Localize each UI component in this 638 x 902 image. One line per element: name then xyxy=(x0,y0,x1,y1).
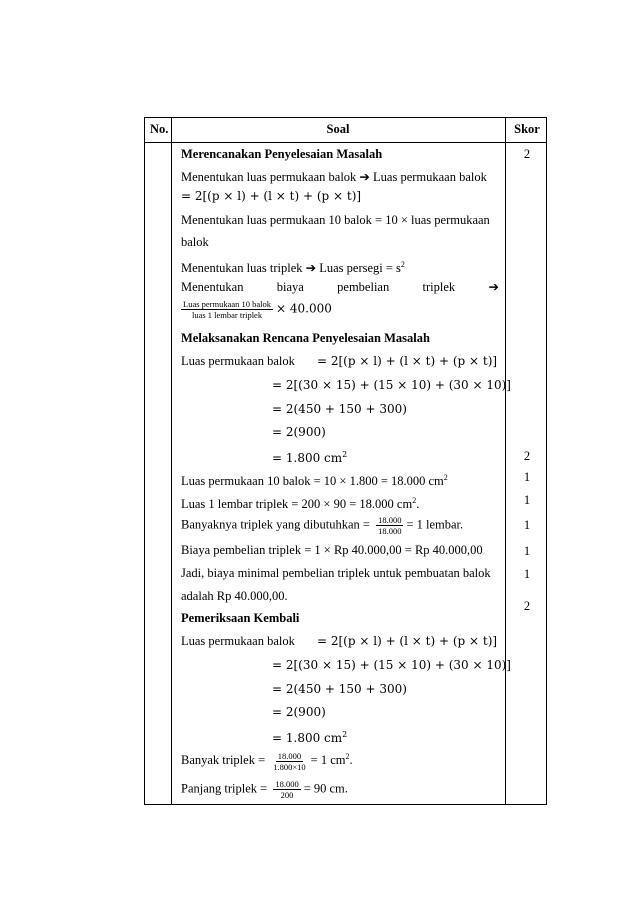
text-span: Panjang triplek = xyxy=(181,781,268,796)
fraction-denominator: 18.000 xyxy=(378,526,402,536)
word: Menentukan xyxy=(181,280,244,294)
formula-line: = 2(900) xyxy=(272,425,326,439)
text-span: . xyxy=(349,753,353,768)
section-title-review: Pemeriksaan Kembali xyxy=(181,611,300,625)
fraction-line xyxy=(181,779,348,800)
text-span: × 40.000 xyxy=(276,301,332,316)
word: pembelian xyxy=(337,280,390,294)
text-line: Menentukan luas permukaan balok ➔ Luas permukaan balok xyxy=(181,170,487,184)
formula-line: = 2(450 + 150 + 300) xyxy=(272,402,407,416)
score-cell: 2 xyxy=(523,449,531,463)
fraction-numerator: Luas permukaan 10 balok xyxy=(183,299,272,309)
text-span: = 90 cm. xyxy=(303,781,348,796)
fraction xyxy=(376,515,403,536)
text-span: = 1 cm xyxy=(310,753,346,768)
text-span: = 1.800 cm xyxy=(272,451,343,465)
header-no: No. xyxy=(150,122,169,136)
score-cell: 1 xyxy=(523,567,531,581)
arrow-icon: ➔ xyxy=(488,280,499,294)
justified-line xyxy=(181,279,499,295)
text-line: Luas permukaan balok xyxy=(181,354,295,368)
fraction-numerator: 18.000 xyxy=(275,779,299,789)
fraction xyxy=(181,299,273,320)
formula-line: = 2[(p × l) + (l × t) + (p × t)] xyxy=(317,634,498,648)
header-soal: Soal xyxy=(326,122,350,136)
text-line: Biaya pembelian triplek = 1 × Rp 40.000,00 = Rp 40.000,00 xyxy=(181,543,483,557)
word: triplek xyxy=(422,280,456,294)
text-line: Menentukan luas permukaan 10 balok = 10 × luas permukaan xyxy=(181,213,490,227)
formula-line: = 2[(30 × 15) + (15 × 10) + (30 × 10)] xyxy=(272,378,511,392)
score-cell: 1 xyxy=(523,544,531,558)
text-line xyxy=(181,470,448,489)
text-line xyxy=(181,257,405,276)
text-span: . xyxy=(416,497,420,512)
column-divider-no xyxy=(171,118,172,804)
text-line xyxy=(181,493,419,512)
score-cell: 1 xyxy=(523,493,531,507)
superscript: 2 xyxy=(443,473,448,482)
soal-cell xyxy=(181,143,511,803)
fraction-denominator: luas 1 lembar triplek xyxy=(191,310,263,320)
text-line: Luas permukaan balok xyxy=(181,634,295,648)
formula-line xyxy=(272,447,347,466)
fraction-line xyxy=(181,515,463,536)
formula-line: = 2[(p × l) + (l × t) + (p × t)] xyxy=(181,189,362,203)
text-line: adalah Rp 40.000,00. xyxy=(181,589,288,603)
superscript: 2 xyxy=(400,260,405,269)
formula-line: = 2(900) xyxy=(272,705,326,719)
answer-table xyxy=(144,117,547,805)
formula-line xyxy=(272,727,347,746)
fraction-numerator: 18.000 xyxy=(378,515,402,525)
fraction xyxy=(271,751,307,772)
text-span: Luas permukaan 10 balok = 10 × 1.800 = 18.000 cm xyxy=(181,474,444,489)
header-skor: Skor xyxy=(514,122,540,136)
score-cell: 1 xyxy=(523,470,531,484)
fraction-line xyxy=(181,299,332,320)
section-title-execute: Melaksanakan Rencana Penyelesaian Masalah xyxy=(181,331,430,345)
text-line: balok xyxy=(181,235,209,249)
score-cell: 2 xyxy=(523,599,531,613)
formula-line: = 2[(30 × 15) + (15 × 10) + (30 × 10)] xyxy=(272,658,511,672)
text-span: = 1 lembar. xyxy=(406,517,464,532)
text-span: Luas 1 lembar triplek = 200 × 90 = 18.000 cm xyxy=(181,497,413,512)
text-span: Banyak triplek = xyxy=(181,753,266,768)
word: biaya xyxy=(276,280,304,294)
formula-line: = 2(450 + 150 + 300) xyxy=(272,682,407,696)
superscript: 2 xyxy=(412,496,417,505)
score-cell: 2 xyxy=(523,147,531,161)
text-span: Menentukan luas triplek ➔ Luas persegi = s xyxy=(181,261,401,276)
section-title-plan: Merencanakan Penyelesaian Masalah xyxy=(181,147,383,161)
fraction-numerator: 18.000 xyxy=(277,750,302,761)
fraction-denominator: 1.800×10 xyxy=(273,761,306,772)
score-cell: 1 xyxy=(523,518,531,532)
fraction xyxy=(273,779,300,800)
text-span: Banyaknya triplek yang dibutuhkan = xyxy=(181,517,370,532)
superscript: 2 xyxy=(342,730,348,739)
fraction-line xyxy=(181,749,353,772)
text-span: = 1.800 cm xyxy=(272,731,343,745)
superscript: 2 xyxy=(345,752,350,761)
formula-line: = 2[(p × l) + (l × t) + (p × t)] xyxy=(317,354,498,368)
superscript: 2 xyxy=(342,450,348,459)
fraction-denominator: 200 xyxy=(280,790,294,800)
text-line: Jadi, biaya minimal pembelian triplek untuk pembuatan balok xyxy=(181,566,491,580)
